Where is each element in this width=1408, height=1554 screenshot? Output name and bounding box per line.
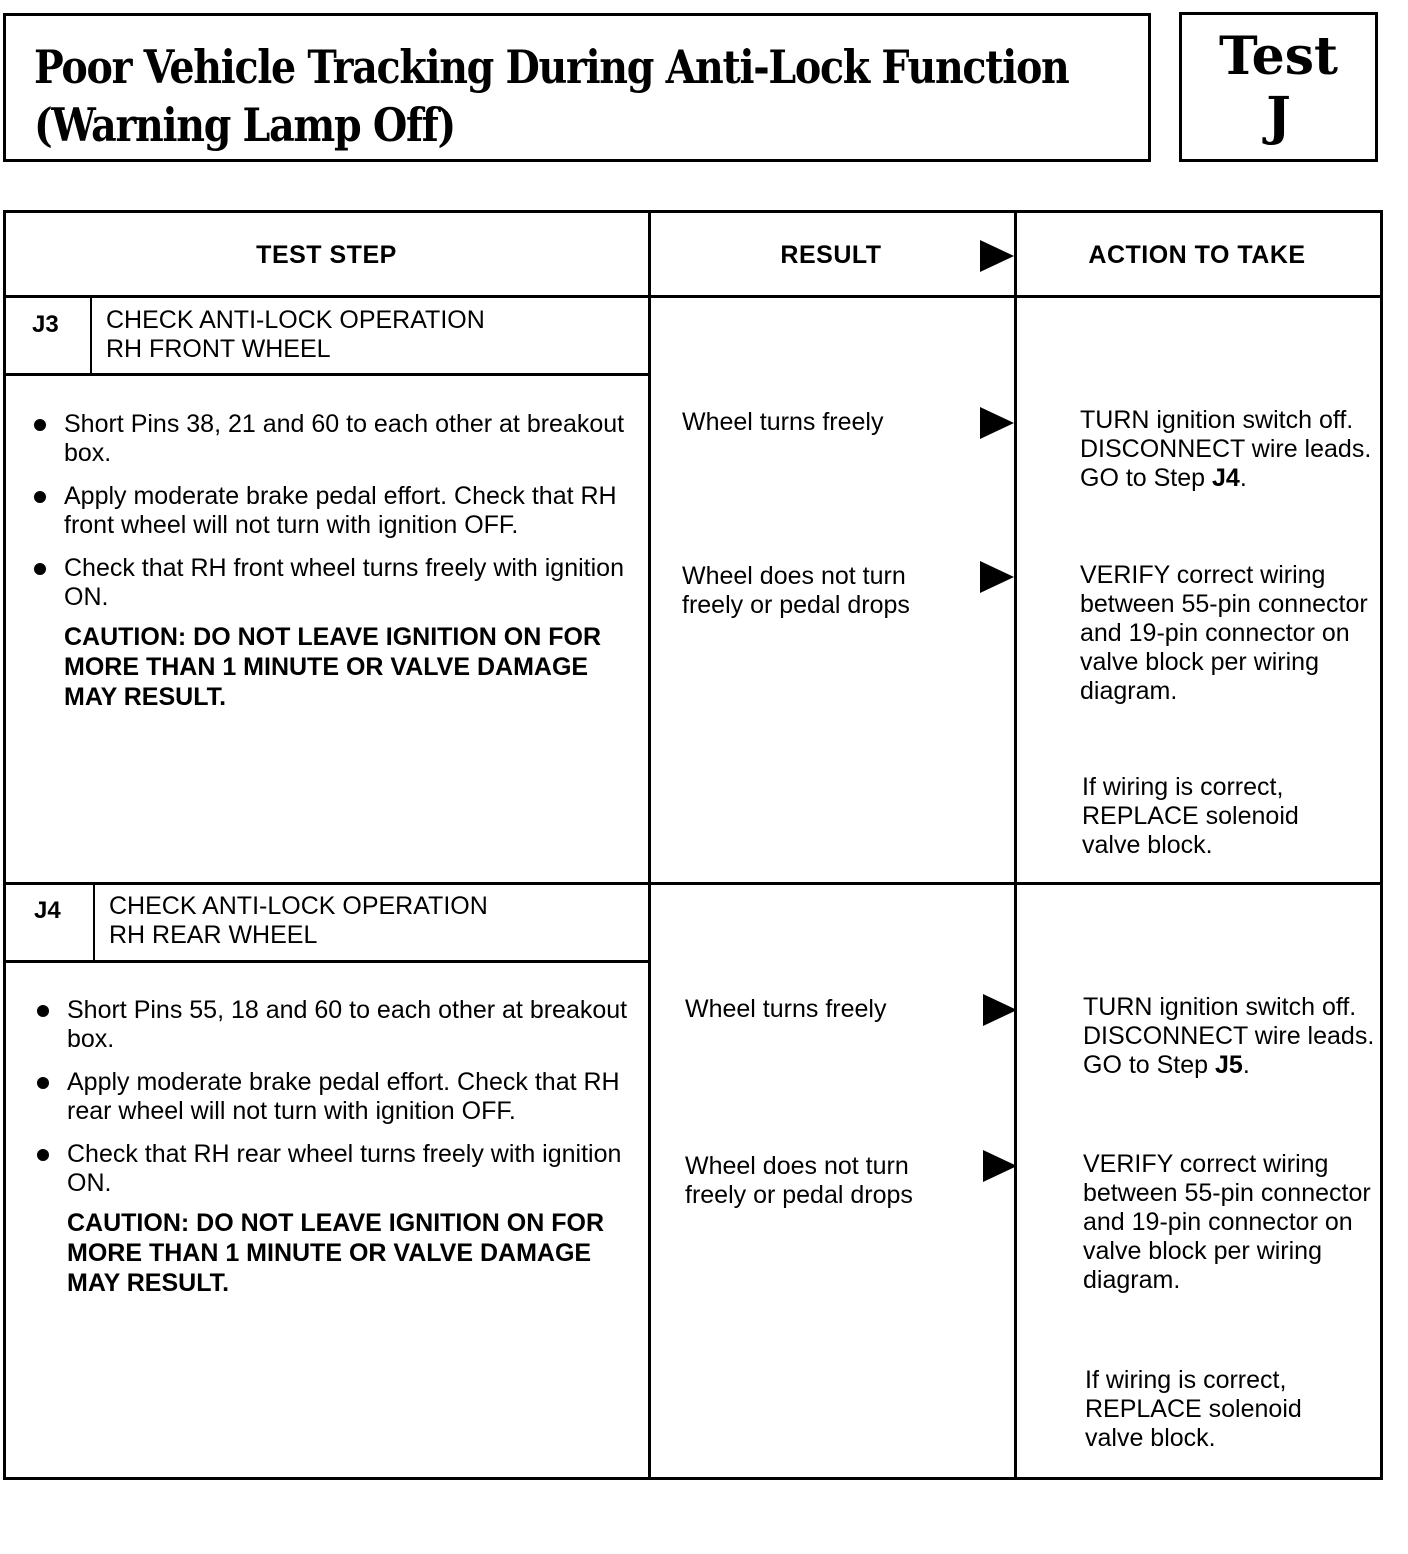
list-item (32, 554, 632, 612)
bullet-icon (34, 563, 46, 575)
page-subtitle: (Warning Lamp Off) (34, 98, 455, 152)
action-text: VERIFY correct wiring between 55-pin connector and 19-pin connector on valve block per wiring diagram. (1083, 1150, 1371, 1294)
result-text: Wheel turns freely (685, 995, 887, 1023)
result-text: Wheel does not turn freely or pedal drops (685, 1152, 913, 1209)
divider (5, 373, 650, 376)
result-text: Wheel turns freely (682, 408, 884, 436)
divider (1014, 212, 1017, 1478)
action-text (1080, 406, 1380, 493)
action-text: If wiring is correct, REPLACE solenoid valve block. (1082, 773, 1299, 859)
page-title: Poor Vehicle Tracking During Anti-Lock Function (34, 40, 1069, 94)
arrow-right-icon (980, 561, 1014, 593)
step-title-line: RH FRONT WHEEL (106, 335, 331, 363)
caution-note: CAUTION: DO NOT LEAVE IGNITION ON FOR MORE THAN 1 MINUTE OR VALVE DAMAGE MAY RESULT. (67, 1209, 605, 1297)
list-item-text: Check that RH rear wheel turns freely with ignition ON. (67, 1140, 622, 1197)
bullet-icon (34, 491, 46, 503)
list-item-text: Check that RH front wheel turns freely with ignition ON. (64, 554, 624, 611)
action-text-part: TURN ignition switch off. DISCONNECT wire leads. GO to Step (1080, 406, 1372, 492)
action-text (1083, 993, 1383, 1080)
title-box (3, 13, 1151, 162)
result-text: Wheel does not turn freely or pedal drops (682, 562, 910, 619)
step-reference: J4 (1212, 464, 1240, 492)
list-item (32, 482, 632, 540)
step-instructions (35, 996, 635, 1298)
divider (90, 297, 92, 375)
test-id-box (1179, 12, 1378, 162)
step-title (109, 892, 488, 950)
bullet-icon (37, 1005, 49, 1017)
divider (93, 884, 95, 962)
list-item-text: Apply moderate brake pedal effort. Check that RH rear wheel will not turn with ignition OFF. (67, 1068, 620, 1125)
action-text-part: TURN ignition switch off. DISCONNECT wire leads. GO to Step (1083, 993, 1375, 1079)
step-title-line: RH REAR WHEEL (109, 921, 318, 949)
divider (5, 882, 1381, 885)
step-title-line: CHECK ANTI-LOCK OPERATION (109, 892, 488, 920)
step-id: J4 (34, 897, 61, 924)
column-header-action: ACTION TO TAKE (1088, 241, 1306, 269)
step-id: J3 (32, 311, 59, 338)
action-text: VERIFY correct wiring between 55-pin connector and 19-pin connector on valve block per wiring diagram. (1080, 561, 1368, 705)
list-item-text: Apply moderate brake pedal effort. Check that RH front wheel will not turn with ignition OFF. (64, 482, 617, 539)
bullet-icon (37, 1077, 49, 1089)
list-item-text: Short Pins 38, 21 and 60 to each other at breakout box. (64, 410, 625, 467)
step-title (106, 306, 485, 364)
step-instructions (32, 410, 632, 712)
arrow-right-icon (983, 1150, 1017, 1182)
list-item-text: Short Pins 55, 18 and 60 to each other at breakout box. (67, 996, 628, 1053)
arrow-right-icon (983, 994, 1017, 1026)
column-header-result: RESULT (780, 241, 882, 269)
caution-note: CAUTION: DO NOT LEAVE IGNITION ON FOR MORE THAN 1 MINUTE OR VALVE DAMAGE MAY RESULT. (64, 623, 602, 711)
test-letter: J (1266, 86, 1291, 147)
arrow-right-icon (980, 407, 1014, 439)
list-item (35, 996, 635, 1054)
list-item (35, 1140, 635, 1198)
list-item (32, 410, 632, 468)
bullet-icon (37, 1149, 49, 1161)
action-text: If wiring is correct, REPLACE solenoid valve block. (1085, 1366, 1302, 1452)
column-header-test-step: TEST STEP (256, 241, 397, 269)
step-reference: J5 (1215, 1051, 1243, 1079)
bullet-icon (34, 419, 46, 431)
action-text-part: . (1242, 1051, 1250, 1079)
step-title-line: CHECK ANTI-LOCK OPERATION (106, 306, 485, 334)
test-label: Test (1218, 26, 1339, 87)
divider (648, 212, 651, 1478)
divider (5, 960, 650, 963)
arrow-right-icon (980, 240, 1014, 272)
action-text-part: . (1239, 464, 1247, 492)
list-item (35, 1068, 635, 1126)
divider (5, 295, 1381, 298)
